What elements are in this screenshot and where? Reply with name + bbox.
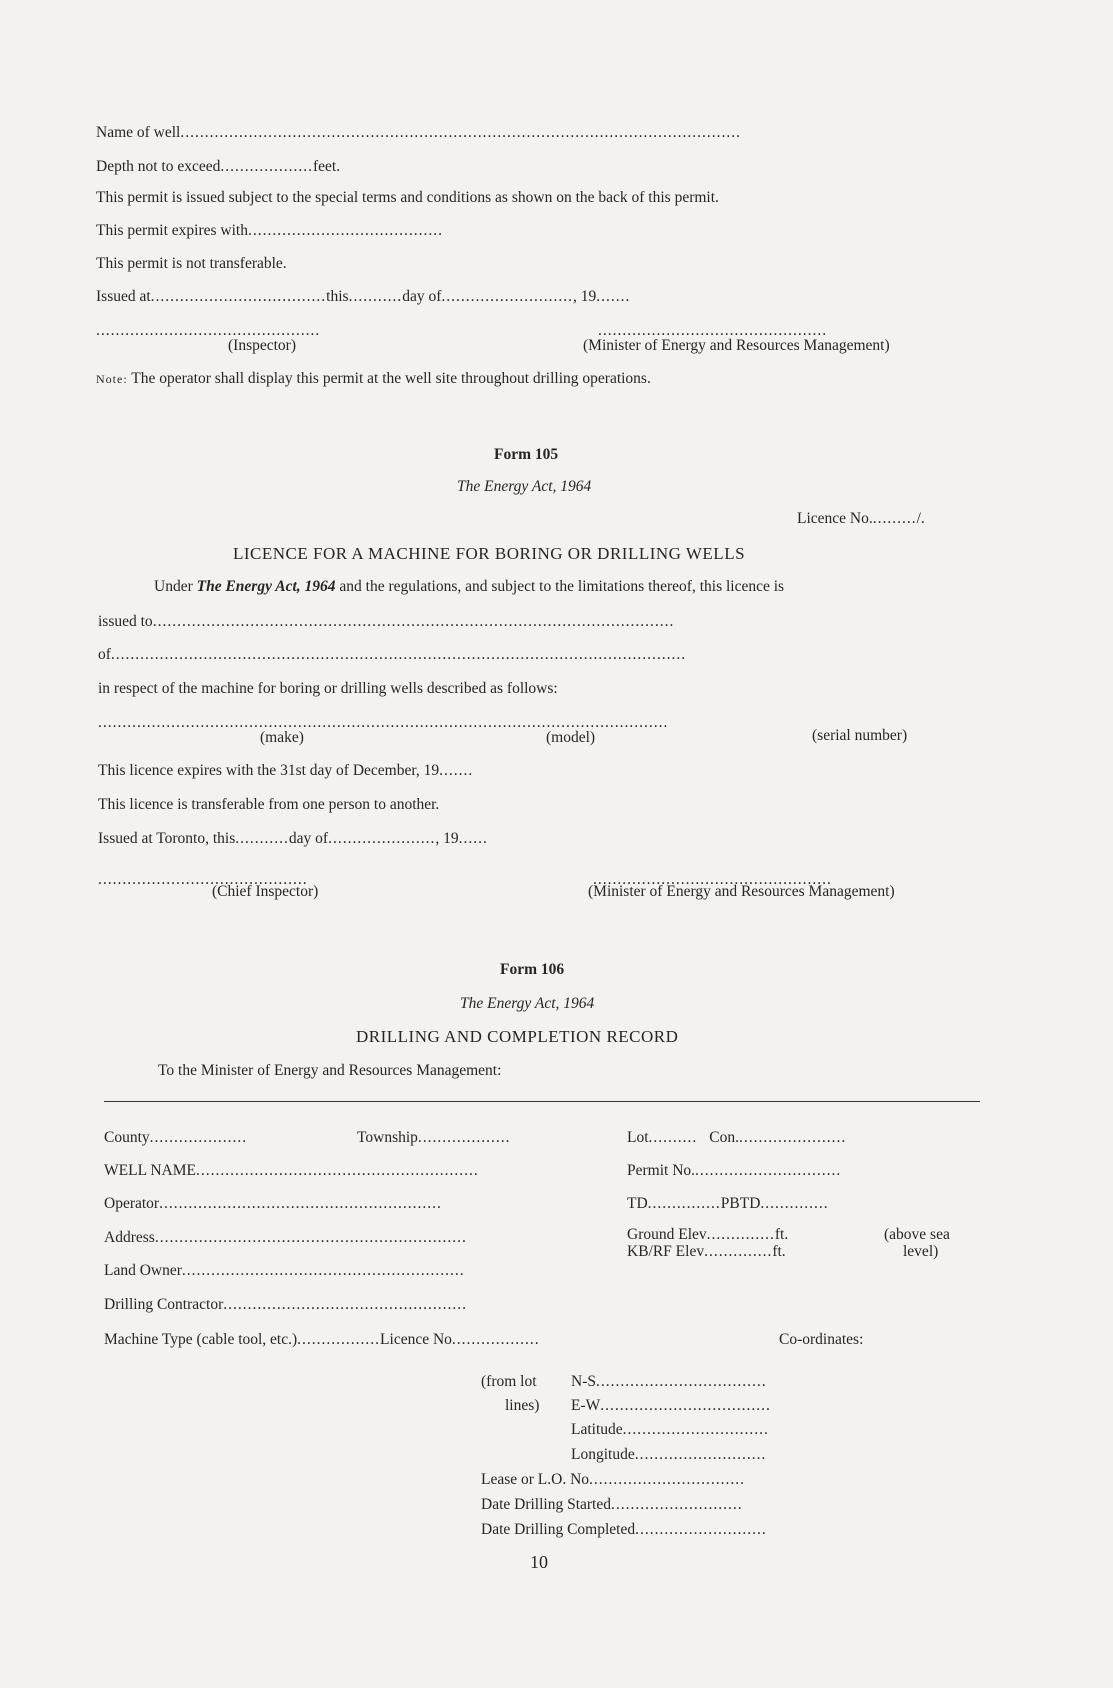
level-label: level)	[903, 1243, 939, 1260]
model-label: (model)	[546, 729, 596, 746]
ground-elev-unit: ft.	[774, 1226, 789, 1243]
date-started-label: Date Drilling Started	[481, 1496, 611, 1513]
kb-elev-unit: ft.	[772, 1243, 786, 1260]
date-completed-field: ...........................	[635, 1521, 767, 1538]
land-owner-line	[104, 1262, 465, 1280]
from-lot-label: (from lot	[481, 1373, 537, 1390]
drilling-contractor-field: ..................................................	[223, 1296, 467, 1313]
inspector-label: (Inspector)	[228, 337, 296, 354]
address-line	[104, 1229, 467, 1247]
ew-line	[571, 1397, 771, 1415]
licence-no-field: .........	[872, 510, 917, 527]
kb-elev-field: ..............	[704, 1243, 773, 1260]
date-started-line	[481, 1496, 743, 1514]
operator-line	[104, 1195, 442, 1213]
operator-field: ..........................................................	[159, 1195, 442, 1212]
to-minister-text: To the Minister of Energy and Resources Management:	[158, 1062, 502, 1079]
td-label: TD	[627, 1195, 648, 1212]
issued-at-field: ....................................	[150, 288, 327, 305]
licence-no-line	[797, 510, 925, 528]
note-text: The operator shall display this permit at the well site throughout drilling operations.	[127, 370, 651, 387]
serial-number-label: (serial number)	[812, 727, 908, 744]
ns-field: ...................................	[595, 1373, 767, 1390]
latitude-field: ..............................	[622, 1421, 769, 1438]
issued-at-label: Issued at	[96, 288, 151, 305]
special-terms-text: This permit is issued subject to the special terms and conditions as shown on the back of this permit.	[96, 189, 719, 206]
latitude-line	[571, 1421, 769, 1439]
day-of-label: day of	[288, 830, 329, 847]
page-number: 10	[530, 1552, 548, 1572]
issued-to-label: issued to	[98, 613, 153, 630]
depth-field: ...................	[220, 158, 314, 175]
issued-toronto-line	[98, 830, 488, 848]
name-of-well-field: ...................................................................................................................	[180, 124, 741, 141]
this-field: ...........	[348, 288, 403, 305]
expires-line	[96, 222, 443, 240]
form-105-title: Form 105	[494, 446, 559, 463]
issued-toronto-label: Issued at Toronto, this	[98, 830, 236, 847]
licence-expires-text: This licence expires with the 31st day of December, 19	[98, 762, 440, 779]
day-of-field: ...........................	[441, 288, 573, 305]
under-suffix: and the regulations, and subject to the limitations thereof, this licence is	[335, 578, 785, 595]
permit-no-line	[627, 1162, 841, 1180]
ground-elev-label: Ground Elev	[627, 1226, 707, 1243]
form-106-title: Form 106	[500, 961, 565, 978]
con-field: ......................	[739, 1129, 847, 1146]
td-field: ...............	[647, 1195, 721, 1212]
date-started-field: ...........................	[611, 1496, 743, 1513]
latitude-label: Latitude	[571, 1421, 623, 1438]
lot-con-line	[627, 1129, 846, 1147]
of-field: ......................................................................................................................	[110, 646, 687, 663]
ground-elev-line	[627, 1226, 788, 1244]
land-owner-label: Land Owner	[104, 1262, 182, 1279]
make-label: (make)	[260, 729, 304, 746]
lease-field: ................................	[589, 1471, 746, 1488]
year-field: .......	[596, 288, 631, 305]
expires-field: ........................................	[247, 222, 443, 239]
lines-label: lines)	[505, 1397, 540, 1414]
under-act-line	[154, 578, 784, 596]
note-prefix: Note:	[96, 372, 128, 386]
minister-signature-line: ...............................................	[598, 322, 828, 339]
horizontal-rule	[104, 1101, 980, 1102]
of-label: of	[98, 646, 111, 663]
minister-label-105: (Minister of Energy and Resources Management)	[588, 883, 895, 900]
ew-label: E-W	[571, 1397, 601, 1414]
township-label: Township	[357, 1129, 418, 1146]
well-name-field: ..........................................................	[195, 1162, 479, 1179]
lot-field: ..........	[648, 1129, 698, 1146]
issued-toronto-field: ...........	[235, 830, 289, 847]
issued-to-field: ...........................................................................................................	[152, 613, 675, 630]
minister-label: (Minister of Energy and Resources Management)	[583, 337, 890, 354]
county-township-line	[104, 1129, 247, 1147]
lease-label: Lease or L.O. No	[481, 1471, 590, 1488]
permit-no-label: Permit No.	[627, 1162, 696, 1179]
operator-label: Operator	[104, 1195, 160, 1212]
land-owner-field: ..........................................................	[181, 1262, 465, 1279]
expires-label: This permit expires with	[96, 222, 248, 239]
form-105-act-title: The Energy Act, 1964	[457, 478, 592, 495]
under-prefix: Under	[154, 578, 197, 595]
name-of-well-label: Name of well	[96, 124, 181, 141]
drilling-contractor-line	[104, 1296, 467, 1314]
licence-expires-line	[98, 762, 473, 780]
not-transferable-text: This permit is not transferable.	[96, 255, 287, 272]
machine-type-field: .................	[297, 1331, 381, 1348]
issued-at-line	[96, 288, 630, 306]
year-label: , 19	[573, 288, 597, 305]
depth-unit: feet.	[313, 158, 341, 175]
pbtd-label: PBTD	[720, 1195, 761, 1212]
township-line	[357, 1129, 511, 1147]
drilling-contractor-label: Drilling Contractor	[104, 1296, 224, 1313]
form-106-heading: DRILLING AND COMPLETION RECORD	[356, 1027, 679, 1046]
ew-field: ...................................	[600, 1397, 771, 1414]
this-label: this	[326, 288, 349, 305]
township-field: ...................	[417, 1129, 511, 1146]
longitude-field: ...........................	[634, 1446, 767, 1463]
of-line	[98, 646, 686, 664]
ns-label: N-S	[571, 1373, 596, 1390]
licence-no-mark: /.	[916, 510, 925, 527]
form-105-heading: LICENCE FOR A MACHINE FOR BORING OR DRILLING WELLS	[233, 544, 746, 563]
machine-type-line	[104, 1331, 540, 1349]
kb-elev-line	[627, 1243, 786, 1261]
county-label: County	[104, 1129, 150, 1146]
well-name-line	[104, 1162, 479, 1180]
longitude-line	[571, 1446, 766, 1464]
ground-elev-field: ..............	[706, 1226, 775, 1243]
machine-type-label: Machine Type (cable tool, etc.)	[104, 1331, 298, 1348]
licence-no-label-106: Licence No	[380, 1331, 452, 1348]
ns-line	[571, 1373, 767, 1391]
machine-details-field: .....................................................................................................................	[98, 714, 669, 731]
con-label: Con.	[709, 1129, 739, 1146]
well-name-label: WELL NAME	[104, 1162, 196, 1179]
issued-to-line	[98, 613, 674, 631]
chief-inspector-label: (Chief Inspector)	[212, 883, 319, 900]
day-of-label: day of	[402, 288, 442, 305]
address-label: Address	[104, 1229, 155, 1246]
operator-note	[96, 370, 651, 388]
pbtd-field: ..............	[760, 1195, 829, 1212]
year-label: , 19	[435, 830, 459, 847]
under-act-title: The Energy Act, 1964	[196, 578, 336, 595]
licence-expires-field: .......	[439, 762, 474, 779]
year-field: ......	[458, 830, 488, 847]
licence-no-field-106: ..................	[451, 1331, 540, 1348]
date-completed-line	[481, 1521, 767, 1539]
inspector-signature-line: ..............................................	[96, 322, 321, 339]
day-of-field: ......................	[328, 830, 436, 847]
permit-no-field: ..............................	[695, 1162, 842, 1179]
depth-label: Depth not to exceed	[96, 158, 221, 175]
kb-elev-label: KB/RF Elev	[627, 1243, 705, 1260]
form-106-act-title: The Energy Act, 1964	[460, 995, 595, 1012]
machine-description-text: in respect of the machine for boring or drilling wells described as follows:	[98, 680, 558, 697]
minister-signature-line-105: .................................................	[593, 871, 832, 888]
above-sea-label: (above sea	[884, 1226, 950, 1243]
date-completed-label: Date Drilling Completed	[481, 1521, 636, 1538]
name-of-well-line	[96, 124, 741, 142]
depth-line	[96, 158, 340, 176]
coordinates-label: Co-ordinates:	[779, 1331, 864, 1348]
address-field: ................................................................	[154, 1229, 467, 1246]
lease-line	[481, 1471, 745, 1489]
licence-transferable-text: This licence is transferable from one person to another.	[98, 796, 440, 813]
licence-no-label: Licence No.	[797, 510, 873, 527]
chief-inspector-signature-line: ...........................................	[98, 871, 308, 888]
longitude-label: Longitude	[571, 1446, 635, 1463]
lot-label: Lot	[627, 1129, 649, 1146]
td-pbtd-line	[627, 1195, 829, 1213]
county-field: ....................	[149, 1129, 248, 1146]
